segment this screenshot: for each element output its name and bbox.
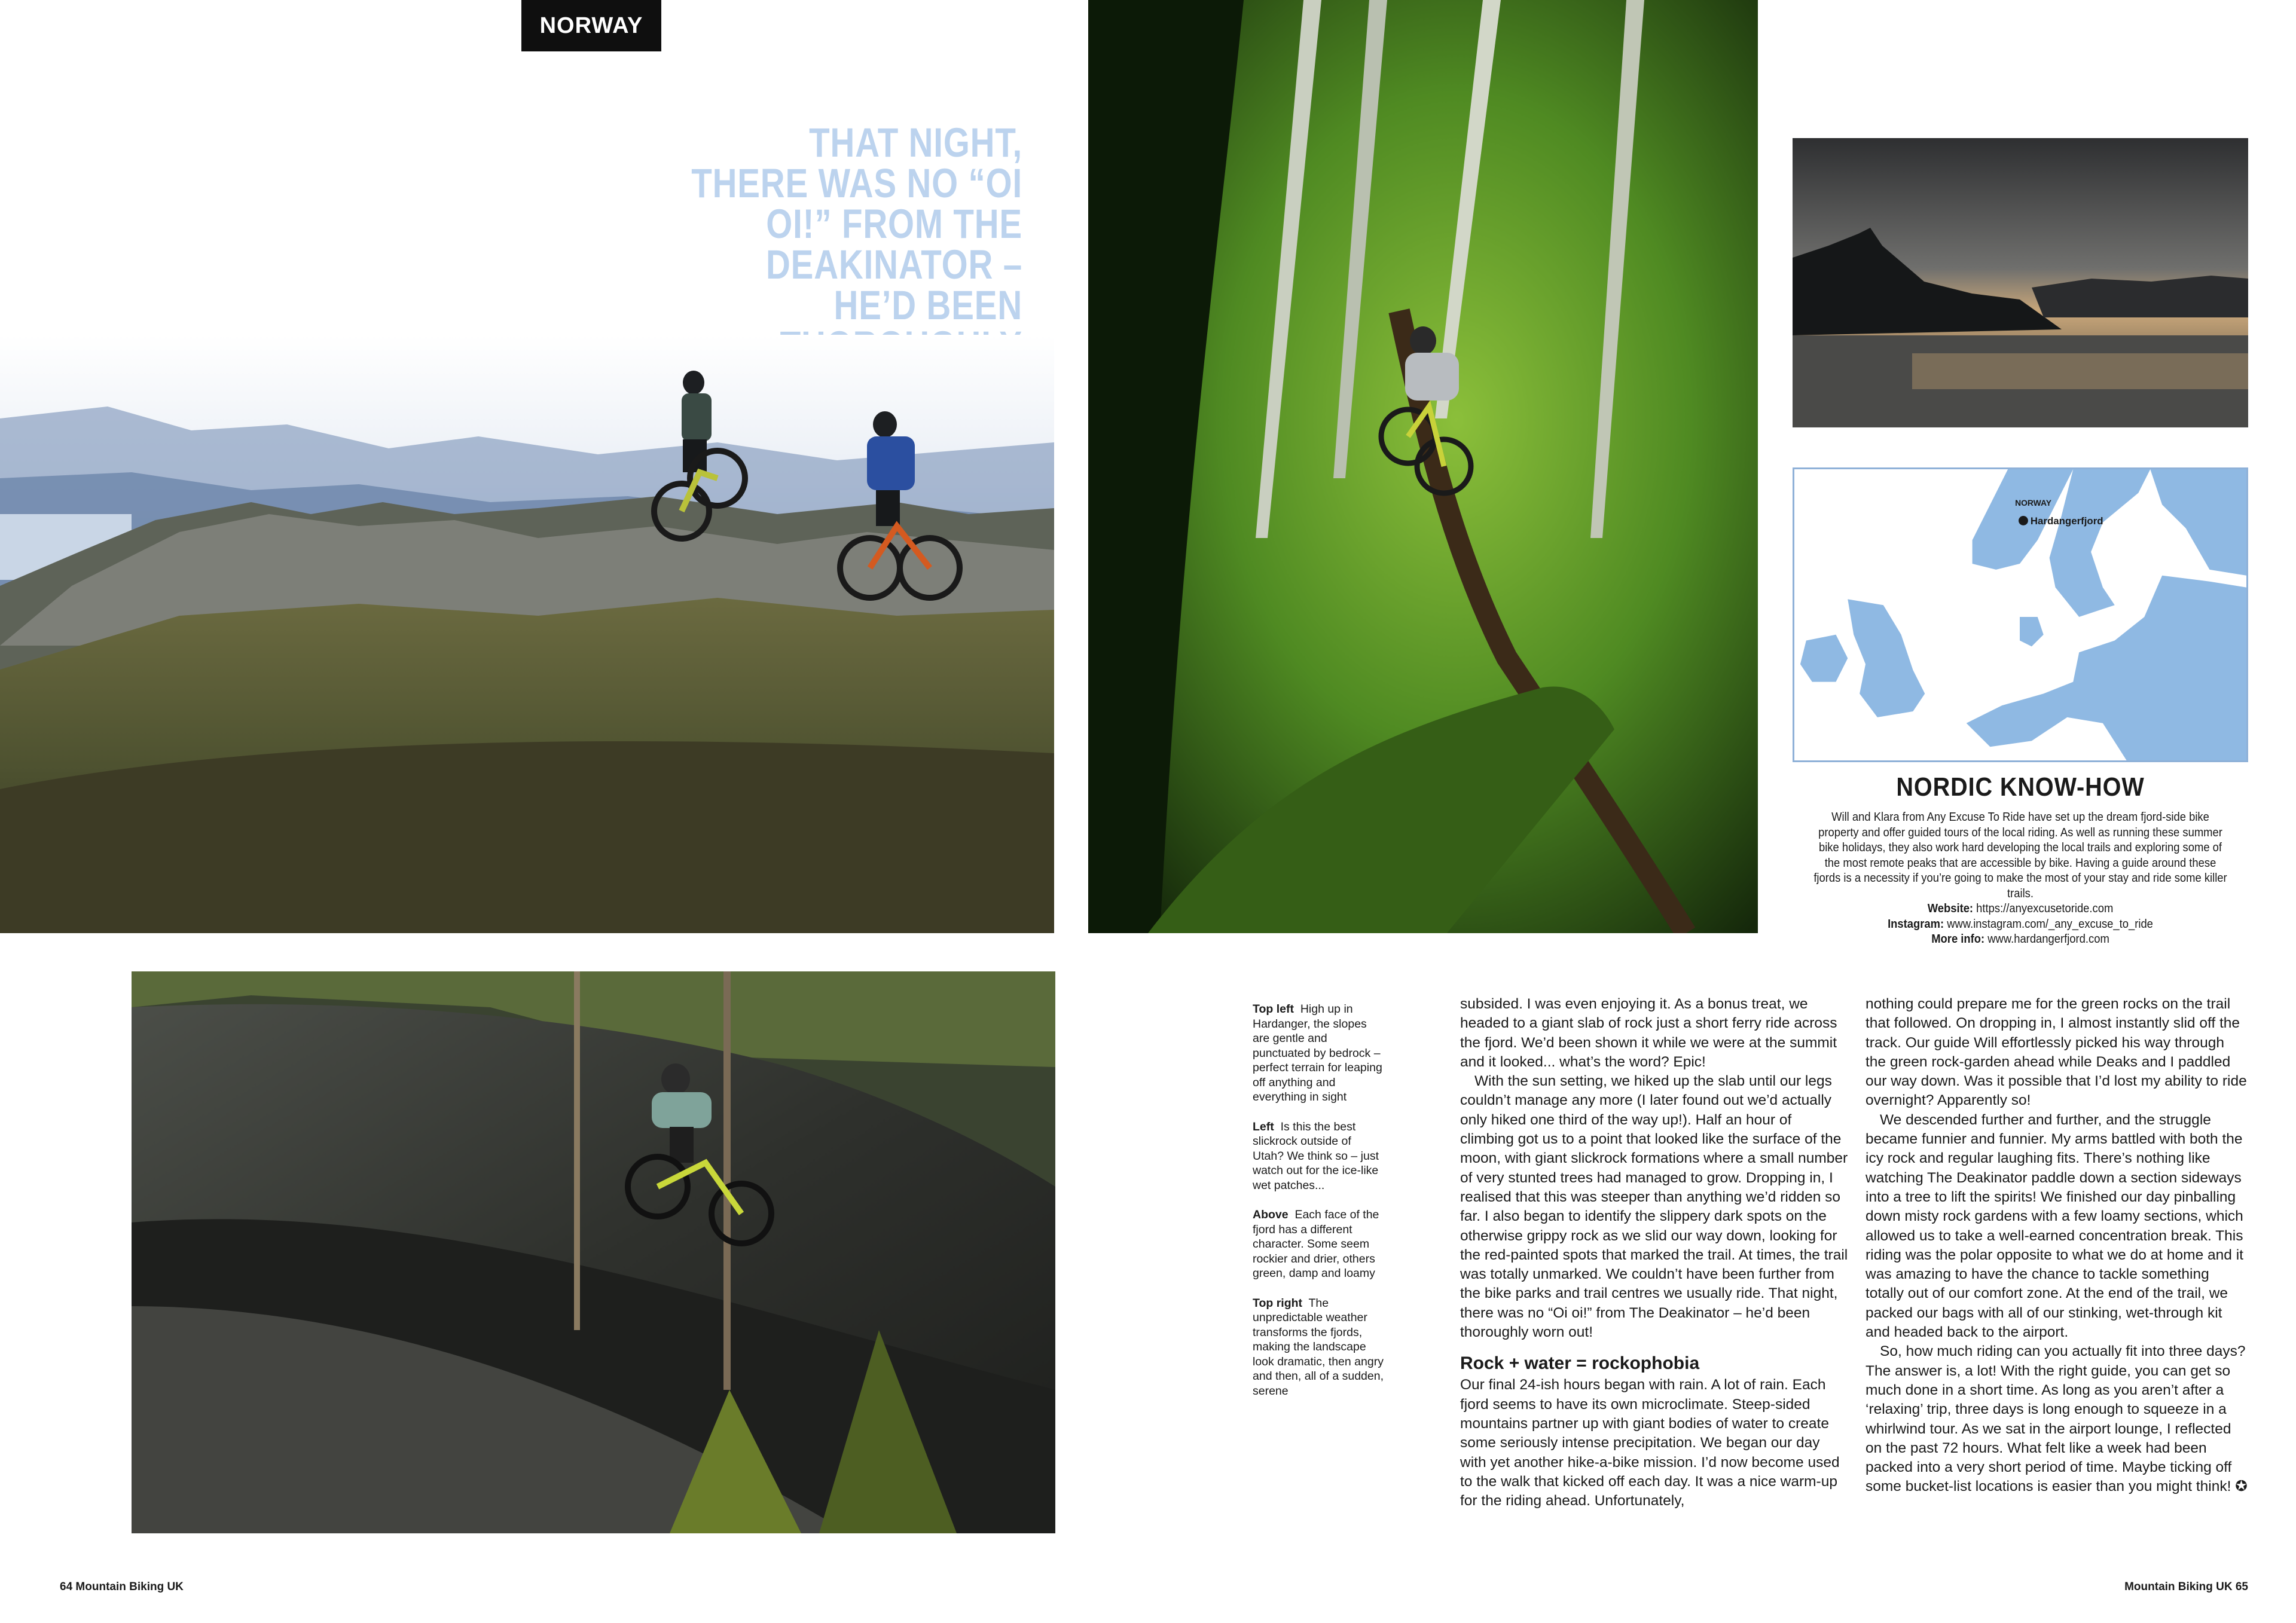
article-column-1	[1460, 995, 1849, 1511]
article-paragraph: subsided. I was even enjoying it. As a bonus treat, we headed to a giant slab of rock just a short ferry ride across the fjord. We’d been shown it while we were at the summit and it looked... what’s the word? Epic!	[1460, 996, 1837, 1070]
article-paragraph-final	[1866, 1342, 2248, 1496]
page-number-right: 65	[2235, 1581, 2248, 1593]
section-tag: NORWAY	[521, 0, 661, 51]
magazine-title-right: Mountain Biking UK	[2124, 1581, 2233, 1593]
caption-text: High up in Hardanger, the slopes are gentle and punctuated by bedrock – perfect terrain for leaping off anything and everything in sight	[1253, 1002, 1382, 1104]
caption-label: Above	[1253, 1208, 1289, 1221]
caption-label: Top right	[1253, 1296, 1303, 1310]
page-number-left: 64	[60, 1581, 73, 1593]
sidebar-instagram	[1810, 917, 2230, 933]
article-paragraph: Our final 24-ish hours began with rain. A lot of rain. Each fjord seems to have its own microclimate. Steep-sided mountains partner up with giant bodies of water to create some seriously intense precipitation. We began our day with yet another hike-a-bike mission. I’d now become used to the walk that kicked off each day. It was a nice warm-up for the riding ahead. Unfortunately,	[1460, 1377, 1840, 1509]
sidebar-website	[1810, 901, 2230, 917]
pull-quote: THAT NIGHT, THERE WAS NO “OI OI!” FROM THE DEAKINATOR – HE’D BEEN	[691, 120, 1022, 328]
article-subhead: Rock + water = rockophobia	[1460, 1353, 1700, 1374]
caption-text: Is this the best slickrock outside of Utah? We think so – just watch out for the ice-like wet patches...	[1253, 1120, 1379, 1192]
photo-slickrock-rider	[132, 971, 1055, 1533]
article-paragraph: nothing could prepare me for the green rocks on the trail that followed. On dropping in, I almost instantly slid off the track. Our guide Will effortlessly picked his way through the green rock-garden ahead while Deaks and I paddled our way down. Was it possible that I’d lost my ability to ride overnight? Apparently so!	[1866, 996, 2247, 1109]
map-label-hardangerfjord: Hardangerfjord	[2030, 515, 2103, 527]
footer-left	[60, 1581, 184, 1594]
caption-above	[1253, 1208, 1385, 1281]
caption-text: Each face of the fjord has a different character. Some seem rockier and drier, others green, damp and loamy	[1253, 1208, 1379, 1280]
sidebar-more-info	[1810, 932, 2230, 947]
end-mark-icon: ✪	[2235, 1478, 2248, 1495]
caption-top-left	[1253, 1002, 1385, 1105]
photo-fjord-sunset	[1793, 138, 2248, 427]
sidebar-title: NORDIC KNOW-HOW	[1896, 772, 2145, 802]
website-link[interactable]: https://anyexcusetoride.com	[1976, 902, 2114, 915]
instagram-link[interactable]: www.instagram.com/_any_excuse_to_ride	[1947, 917, 2153, 931]
footer-right	[2124, 1581, 2248, 1594]
photo-riders-on-ridge	[0, 335, 1054, 933]
caption-label: Top left	[1253, 1002, 1294, 1016]
map-label-norway: NORWAY	[2015, 498, 2051, 508]
caption-left	[1253, 1120, 1385, 1193]
instagram-label: Instagram:	[1888, 917, 1944, 931]
sidebar-body	[1810, 810, 2230, 947]
article-paragraph: With the sun setting, we hiked up the slab until our legs couldn’t manage any more (I later found out we’d actually only hiked one third of the way up!). Half an hour of climbing got us to a point that looked like the surface of the moon, with giant slickrock formations where a small number of very stunted trees had managed to grow. Dropping in, I realised that this was steeper than anything we’d ridden so far. I also began to identify the slippery dark spots on the otherwise grippy rock as we slid our way down, looking for the red-painted spots that marked the trail. At times, the trail was totally unmarked. We couldn’t have been further from the bike parks and trail centres we usually ride. That night, there was no “Oi oi!” from The Deakinator – he’d been thoroughly worn out!	[1460, 1073, 1848, 1341]
article-paragraph-text: So, how much riding can you actually fit into three days? The answer is, a lot! With the right guide, you can get so much done in a short time. As long as you aren’t after a ‘relaxing’ trip, three days is long enough to squeeze in a whirlwind tour. As we sat in the airport lounge, I reflected on the past 72 hours. What felt like a week had been packed into a very short period of time. Maybe ticking off some bucket-list locations is easier than you might think!	[1866, 1343, 2246, 1495]
more-info-label: More info:	[1931, 933, 1985, 946]
magazine-title-left: Mountain Biking UK	[75, 1581, 184, 1593]
caption-top-right	[1253, 1296, 1385, 1399]
photo-captions	[1253, 1002, 1385, 1413]
more-info-link[interactable]: www.hardangerfjord.com	[1987, 933, 2109, 946]
website-label: Website:	[1927, 902, 1974, 915]
location-map	[1793, 467, 2248, 762]
photo-forest-trail	[1088, 0, 1758, 933]
article-column-2	[1866, 995, 2248, 1497]
caption-text: The unpredictable weather transforms the fjords, making the landscape look dramatic, then angry and then, all of a sudden, serene	[1253, 1296, 1384, 1398]
map-pin-icon	[2019, 516, 2028, 525]
sidebar-text: Will and Klara from Any Excuse To Ride have set up the dream fjord-side bike property and offer guided tours of the local riding. As well as running these summer bike holidays, they also work hard developing the local trails and exploring some of the most remote peaks that are accessible by bike. Having a guide around these fjords is a necessity if you’re going to make the most of your stay and ride some killer trails.	[1813, 811, 2227, 900]
article-paragraph: We descended further and further, and the struggle became funnier and funnier. My arms battled with both the icy rock and regular laughing fits. There’s nothing like watching The Deakinator paddle down a section sideways into a tree to lift the spirits! We finished our day pinballing down misty rock gardens with a few loamy sections, which allowed us to take a well-earned concentration break. This riding was the polar opposite to what we do at home and it was amazing to have the chance to tackle something totally out of our comfort zone. At the end of the trail, we packed our bags with all of our stinking, wet-through kit and headed back to the airport.	[1866, 1111, 2243, 1341]
caption-label: Left	[1253, 1120, 1274, 1133]
